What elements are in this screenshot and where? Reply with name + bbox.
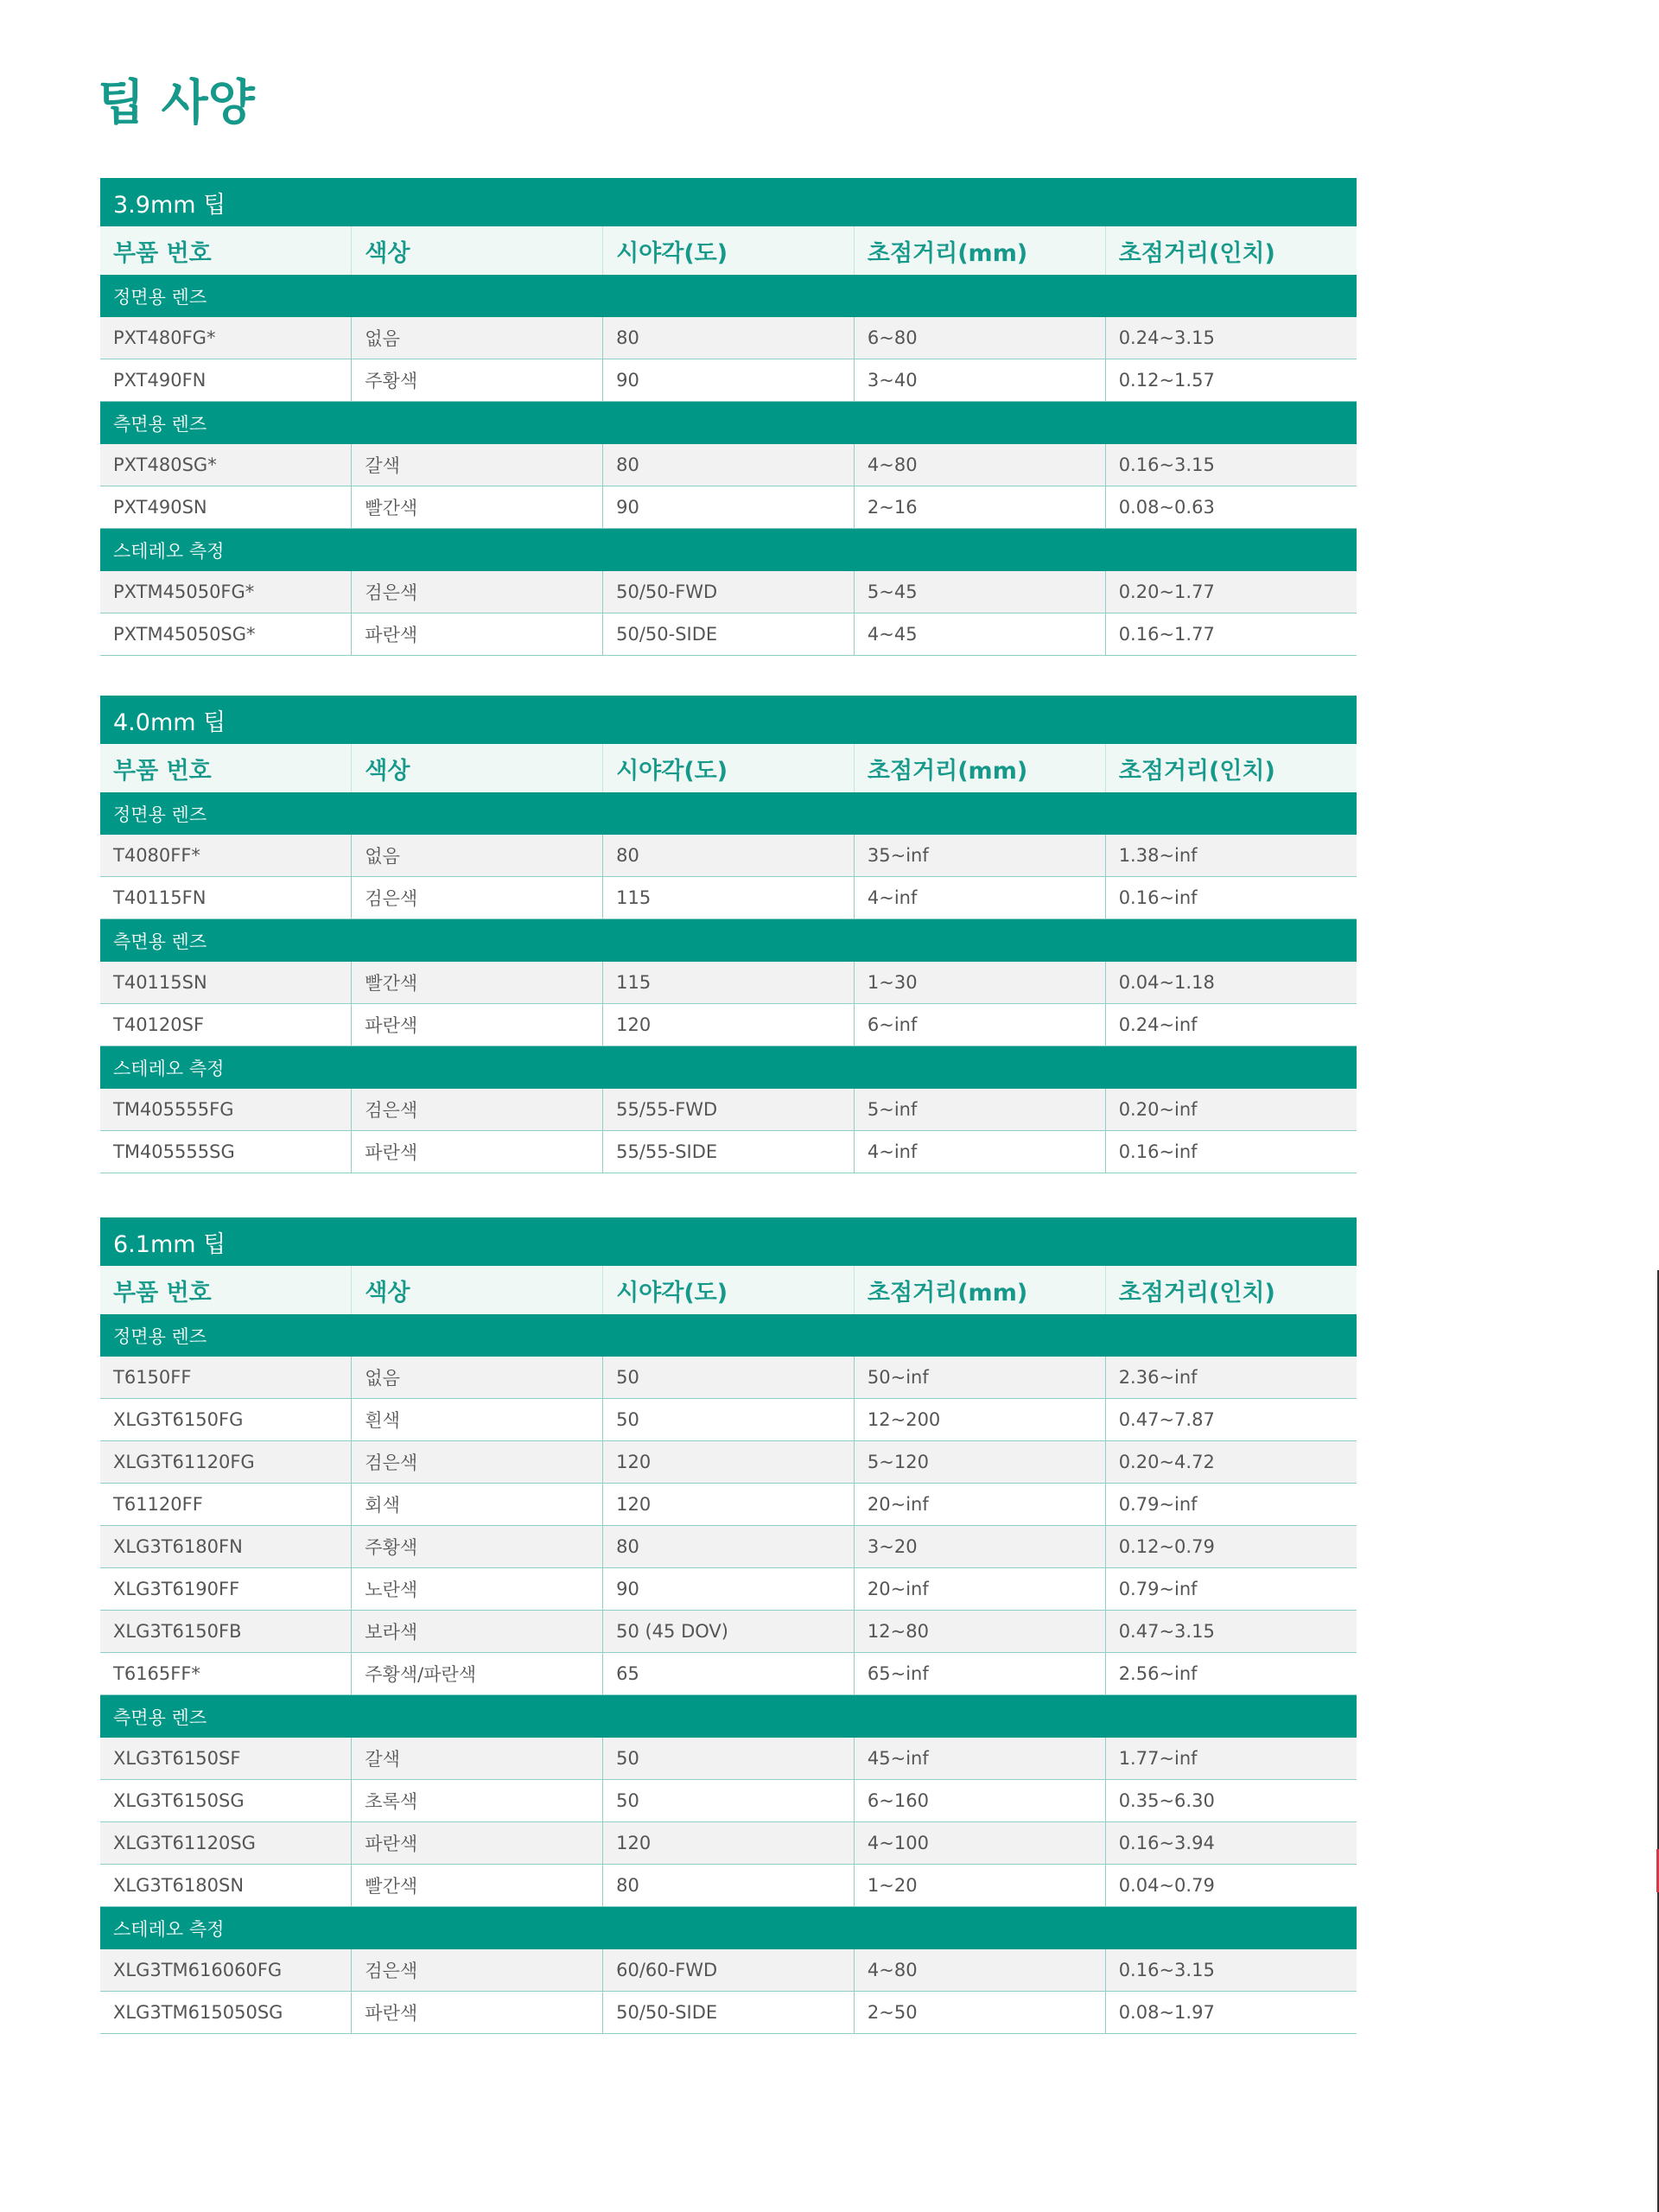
table-cell: 빨간색 [352,1865,603,1907]
table-cell: 0.16~inf [1105,877,1357,919]
table-cell: 4~80 [854,444,1105,486]
table-cell: PXT480FG* [100,317,352,359]
table-cell: TM405555SG [100,1131,352,1173]
table-cell: 검은색 [352,1949,603,1992]
table-cell: 5~inf [854,1089,1105,1131]
table-cell: 회색 [352,1484,603,1526]
table-cell: 초록색 [352,1780,603,1822]
table-cell: 검은색 [352,1089,603,1131]
column-header: 색상 [352,744,603,792]
table-cell: 80 [603,1526,855,1568]
table-cell: 4~80 [854,1949,1105,1992]
table-cell: 4~inf [854,1131,1105,1173]
table-cell: T4080FF* [100,835,352,877]
table-cell: 4~100 [854,1822,1105,1865]
table-cell: XLG3TM616060FG [100,1949,352,1992]
table-cell: 갈색 [352,444,603,486]
table-cell: 파란색 [352,1004,603,1046]
table-cell: 2~50 [854,1992,1105,2034]
table-cell: 0.20~4.72 [1105,1441,1357,1484]
table-cell: 파란색 [352,613,603,656]
table-cell: 주황색/파란색 [352,1653,603,1695]
table-row [100,835,1357,877]
table-cell: 0.04~0.79 [1105,1865,1357,1907]
column-header: 초점거리(인치) [1105,226,1357,275]
group-header-row [100,1695,1357,1738]
table-cell: T40120SF [100,1004,352,1046]
table-cell: T6150FF [100,1357,352,1399]
table-cell: 50 [603,1357,855,1399]
table-cell: 4~inf [854,877,1105,919]
table-cell: 갈색 [352,1738,603,1780]
table-cell: 빨간색 [352,486,603,529]
table-cell: 0.08~1.97 [1105,1992,1357,2034]
table-cell: 6~80 [854,317,1105,359]
table-row [100,1484,1357,1526]
table-cell: XLG3T6150FB [100,1611,352,1653]
table-cell: 50~inf [854,1357,1105,1399]
table-cell: 0.79~inf [1105,1568,1357,1611]
table-cell: 60/60-FWD [603,1949,855,1992]
table-cell: 검은색 [352,877,603,919]
table-cell: 3~20 [854,1526,1105,1568]
group-label: 측면용 렌즈 [100,919,1357,963]
table-title: 4.0mm 팁 [100,696,1357,744]
table-cell: T40115SN [100,962,352,1004]
table-cell: 80 [603,317,855,359]
table-cell: 55/55-FWD [603,1089,855,1131]
table-cell: 주황색 [352,359,603,402]
column-header-row [100,226,1357,275]
table-cell: 노란색 [352,1568,603,1611]
group-label: 측면용 렌즈 [100,1695,1357,1738]
table-cell: 65 [603,1653,855,1695]
table-row [100,877,1357,919]
table-title: 3.9mm 팁 [100,178,1357,226]
table-cell: 80 [603,444,855,486]
table-title: 6.1mm 팁 [100,1217,1357,1266]
table-cell: 0.47~7.87 [1105,1399,1357,1441]
table-cell: 파란색 [352,1822,603,1865]
table-cell: XLG3T6150SG [100,1780,352,1822]
table-cell: 20~inf [854,1484,1105,1526]
group-label: 정면용 렌즈 [100,1314,1357,1357]
column-header: 부품 번호 [100,744,352,792]
tip-spec-table-6-1mm [100,1217,1357,2034]
table-cell: 50/50-FWD [603,571,855,613]
table-cell: 0.08~0.63 [1105,486,1357,529]
table-row [100,359,1357,402]
table-cell: XLG3T6150FG [100,1399,352,1441]
table-cell: 1.77~inf [1105,1738,1357,1780]
group-label: 정면용 렌즈 [100,275,1357,317]
table-cell: 90 [603,486,855,529]
group-header-row [100,1907,1357,1950]
table-cell: XLG3T61120SG [100,1822,352,1865]
table-cell: 0.04~1.18 [1105,962,1357,1004]
group-label: 측면용 렌즈 [100,402,1357,445]
table-cell: 0.16~3.15 [1105,1949,1357,1992]
table-cell: 0.16~3.94 [1105,1822,1357,1865]
table-cell: 50 [603,1399,855,1441]
table-cell: 빨간색 [352,962,603,1004]
table-cell: 검은색 [352,1441,603,1484]
column-header: 색상 [352,1266,603,1314]
table-row [100,1004,1357,1046]
table-row [100,1611,1357,1653]
table-row [100,1568,1357,1611]
column-header: 초점거리(mm) [854,744,1105,792]
table-cell: 0.12~0.79 [1105,1526,1357,1568]
table-row [100,1089,1357,1131]
table-cell: 주황색 [352,1526,603,1568]
table-cell: 5~45 [854,571,1105,613]
table-title-row [100,178,1357,226]
table-row [100,1949,1357,1992]
table-cell: 1~30 [854,962,1105,1004]
group-label: 정면용 렌즈 [100,792,1357,835]
table-row [100,1780,1357,1822]
table-cell: T6165FF* [100,1653,352,1695]
table-cell: 35~inf [854,835,1105,877]
group-label: 스테레오 측정 [100,529,1357,572]
table-title-row [100,1217,1357,1266]
table-cell: 120 [603,1822,855,1865]
table-row [100,1822,1357,1865]
column-header: 초점거리(인치) [1105,744,1357,792]
table-cell: 90 [603,359,855,402]
column-header-row [100,744,1357,792]
table-row [100,1865,1357,1907]
table-cell: 0.16~inf [1105,1131,1357,1173]
table-cell: 12~200 [854,1399,1105,1441]
table-cell: 0.16~1.77 [1105,613,1357,656]
group-label: 스테레오 측정 [100,1907,1357,1950]
table-row [100,1131,1357,1173]
column-header: 시야각(도) [603,1266,855,1314]
group-header-row [100,919,1357,963]
table-cell: 1~20 [854,1865,1105,1907]
table-cell: XLG3T61120FG [100,1441,352,1484]
column-header: 초점거리(인치) [1105,1266,1357,1314]
tip-spec-table-3-9mm [100,178,1357,656]
table-cell: 65~inf [854,1653,1105,1695]
group-header-row [100,1046,1357,1090]
table-cell: 0.20~1.77 [1105,571,1357,613]
table-cell: 50/50-SIDE [603,1992,855,2034]
table-cell: 0.35~6.30 [1105,1780,1357,1822]
table-cell: 20~inf [854,1568,1105,1611]
page-title: 팁 사양 [98,75,255,131]
table-row [100,1992,1357,2034]
table-row [100,962,1357,1004]
table-cell: PXT490SN [100,486,352,529]
column-header: 부품 번호 [100,226,352,275]
table-cell: T61120FF [100,1484,352,1526]
group-header-row [100,402,1357,445]
table-cell: 50/50-SIDE [603,613,855,656]
table-cell: 120 [603,1004,855,1046]
table-cell: 0.47~3.15 [1105,1611,1357,1653]
table-row [100,1441,1357,1484]
table-row [100,486,1357,529]
column-header: 시야각(도) [603,226,855,275]
group-header-row [100,1314,1357,1357]
table-cell: 2.56~inf [1105,1653,1357,1695]
table-cell: 12~80 [854,1611,1105,1653]
column-header: 초점거리(mm) [854,226,1105,275]
table-cell: 0.16~3.15 [1105,444,1357,486]
table-row [100,1399,1357,1441]
table-cell: 5~120 [854,1441,1105,1484]
table-cell: XLG3T6150SF [100,1738,352,1780]
table-cell: 3~40 [854,359,1105,402]
table-cell: 4~45 [854,613,1105,656]
table-cell: PXTM45050SG* [100,613,352,656]
table-row [100,571,1357,613]
table-cell: XLG3T6180FN [100,1526,352,1568]
table-row [100,1738,1357,1780]
table-cell: 파란색 [352,1131,603,1173]
table-title-row [100,696,1357,744]
table-cell: TM405555FG [100,1089,352,1131]
table-cell: 45~inf [854,1738,1105,1780]
table-cell: 6~inf [854,1004,1105,1046]
table-row [100,1357,1357,1399]
table-cell: 검은색 [352,571,603,613]
table-row [100,613,1357,656]
column-header: 초점거리(mm) [854,1266,1105,1314]
table-cell: 1.38~inf [1105,835,1357,877]
table-cell: 50 (45 DOV) [603,1611,855,1653]
table-cell: 80 [603,1865,855,1907]
group-header-row [100,529,1357,572]
table-cell: 파란색 [352,1992,603,2034]
table-cell: 없음 [352,835,603,877]
table-cell: 0.79~inf [1105,1484,1357,1526]
table-cell: 115 [603,962,855,1004]
table-cell: PXTM45050FG* [100,571,352,613]
table-cell: 55/55-SIDE [603,1131,855,1173]
table-cell: 0.24~3.15 [1105,317,1357,359]
table-cell: 0.12~1.57 [1105,359,1357,402]
table-row [100,317,1357,359]
table-cell: 0.20~inf [1105,1089,1357,1131]
table-cell: 2~16 [854,486,1105,529]
column-header: 시야각(도) [603,744,855,792]
table-cell: 90 [603,1568,855,1611]
table-row [100,1653,1357,1695]
table-cell: PXT490FN [100,359,352,402]
table-cell: T40115FN [100,877,352,919]
table-cell: 0.24~inf [1105,1004,1357,1046]
table-cell: 없음 [352,1357,603,1399]
column-header: 부품 번호 [100,1266,352,1314]
table-cell: 80 [603,835,855,877]
table-cell: 2.36~inf [1105,1357,1357,1399]
table-cell: 120 [603,1484,855,1526]
table-cell: XLG3TM615050SG [100,1992,352,2034]
table-row [100,1526,1357,1568]
table-cell: 115 [603,877,855,919]
table-cell: 50 [603,1780,855,1822]
table-cell: 120 [603,1441,855,1484]
tip-spec-table-4-0mm [100,696,1357,1173]
table-cell: PXT480SG* [100,444,352,486]
table-cell: 6~160 [854,1780,1105,1822]
group-header-row [100,792,1357,835]
group-label: 스테레오 측정 [100,1046,1357,1090]
table-cell: XLG3T6180SN [100,1865,352,1907]
table-cell: 없음 [352,317,603,359]
column-header: 색상 [352,226,603,275]
table-cell: XLG3T6190FF [100,1568,352,1611]
table-cell: 흰색 [352,1399,603,1441]
column-header-row [100,1266,1357,1314]
table-cell: 보라색 [352,1611,603,1653]
table-row [100,444,1357,486]
group-header-row [100,275,1357,317]
table-cell: 50 [603,1738,855,1780]
